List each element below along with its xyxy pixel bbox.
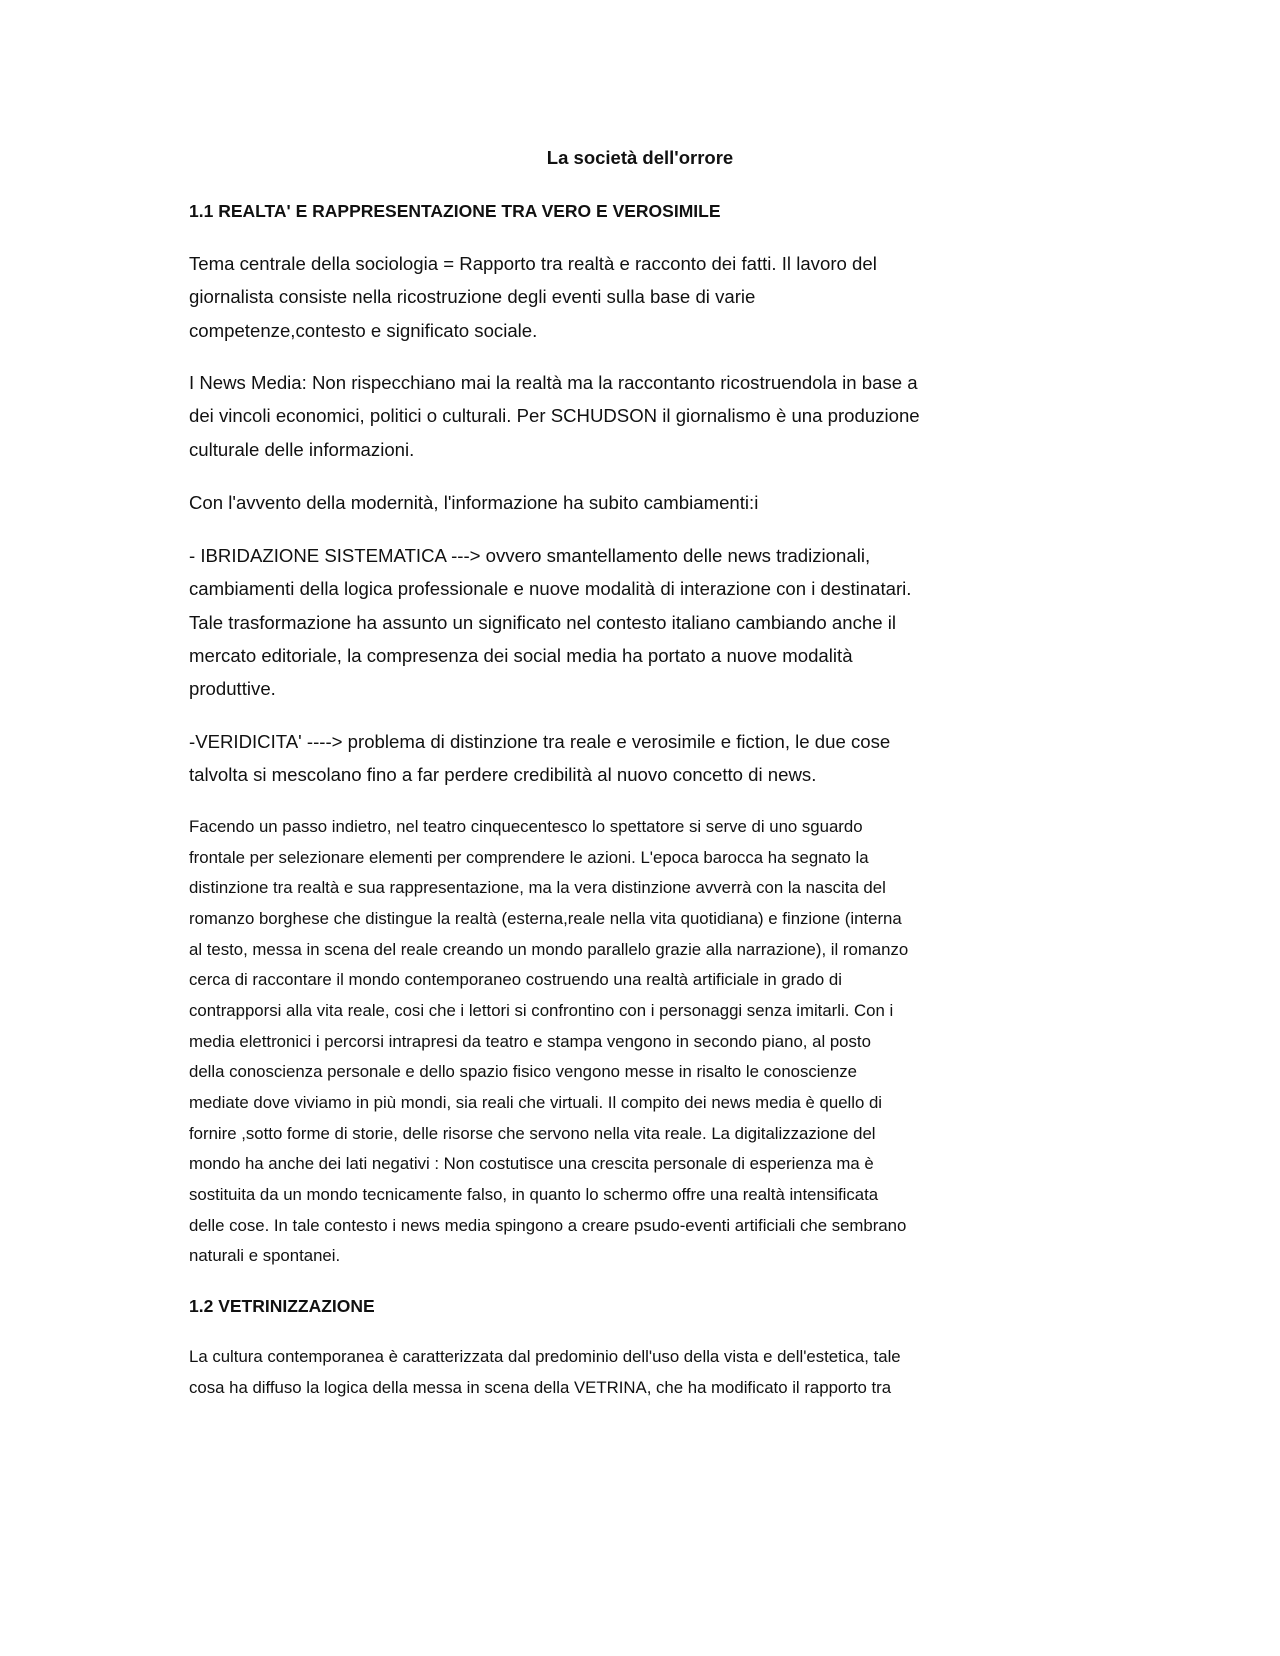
paragraph bbox=[189, 486, 1089, 519]
paragraph bbox=[189, 1342, 1089, 1403]
text-line: sostituita da un mondo tecnicamente falso, in quanto lo schermo offre una realtà intensificata bbox=[189, 1184, 879, 1204]
text-line: competenze,contesto e significato sociale. bbox=[189, 319, 538, 341]
text-line: naturali e spontanei. bbox=[189, 1246, 341, 1266]
section-heading-1-1: 1.1 REALTA' E RAPPRESENTAZIONE TRA VERO E VEROSIMILE bbox=[189, 201, 721, 221]
text-line: della conoscienza personale e dello spazio fisico vengono messe in risalto le conoscienze bbox=[189, 1062, 857, 1082]
text-line: - IBRIDAZIONE SISTEMATICA ---> ovvero smantellamento delle news tradizionali, bbox=[189, 545, 871, 566]
text-line: dei vincoli economici, politici o culturali. Per SCHUDSON il giornalismo è una produzione bbox=[189, 405, 920, 427]
text-line: cosa ha diffuso la logica della messa in scena della VETRINA, che ha modificato il rapporto tra bbox=[189, 1377, 892, 1397]
text-line: frontale per selezionare elementi per comprendere le azioni. L'epoca barocca ha segnato la bbox=[189, 847, 869, 867]
paragraph bbox=[189, 247, 1089, 347]
document-title: La società dell'orrore bbox=[546, 147, 734, 168]
text-line: La cultura contemporanea è caratterizzata dal predominio dell'uso della vista e dell'estetica, tale bbox=[189, 1347, 901, 1366]
text-line: Tema centrale della sociologia = Rapporto tra realtà e racconto dei fatti. Il lavoro del bbox=[189, 253, 877, 274]
paragraph bbox=[189, 725, 1089, 792]
text-line: contrapporsi alla vita reale, cosi che i lettori si confrontino con i personaggi senza imitarli. Con i bbox=[189, 1000, 894, 1020]
text-line: fornire ,sotto forme di storie, delle risorse che servono nella vita reale. La digitalizzazione del bbox=[189, 1123, 876, 1143]
text-line: I News Media: Non rispecchiano mai la realtà ma la raccontanto ricostruendola in base a bbox=[189, 372, 918, 393]
text-line: Tale trasformazione ha assunto un significato nel contesto italiano cambiando anche il bbox=[189, 611, 896, 633]
text-line: Con l'avvento della modernità, l'informazione ha subito cambiamenti:i bbox=[189, 492, 759, 513]
text-line: mediate dove viviamo in più mondi, sia reali che virtuali. Il compito dei news media è quello di bbox=[189, 1092, 883, 1112]
section-heading-1-2: 1.2 VETRINIZZAZIONE bbox=[189, 1296, 375, 1316]
text-line: cerca di raccontare il mondo contemporaneo costruendo una realtà artificiale in grado di bbox=[189, 970, 842, 990]
text-line: cambiamenti della logica professionale e nuove modalità di interazione con i destinatari. bbox=[189, 578, 912, 600]
text-line: distinzione tra realtà e sua rappresentazione, ma la vera distinzione avverrà con la nascita del bbox=[189, 878, 886, 898]
text-line: media elettronici i percorsi intrapresi da teatro e stampa vengono in secondo piano, al posto bbox=[189, 1031, 871, 1051]
text-line: mondo ha anche dei lati negativi : Non costutisce una crescita personale di esperienza ma è bbox=[189, 1154, 874, 1174]
text-line: al testo, messa in scena del reale creando un mondo parallelo grazie alla narrazione), il romanzo bbox=[189, 939, 909, 959]
text-line: Facendo un passo indietro, nel teatro cinquecentesco lo spettatore si serve di uno sguardo bbox=[189, 817, 863, 836]
text-line: mercato editoriale, la compresenza dei social media ha portato a nuove modalità bbox=[189, 644, 853, 666]
text-line: -VERIDICITA' ----> problema di distinzione tra reale e verosimile e fiction, le due cose bbox=[189, 731, 891, 752]
paragraph bbox=[189, 812, 1089, 1272]
text-line: culturale delle informazioni. bbox=[189, 438, 415, 460]
text-line: romanzo borghese che distingue la realtà (esterna,reale nella vita quotidiana) e finzione (interna bbox=[189, 908, 902, 928]
paragraph bbox=[189, 539, 1089, 705]
text-line: delle cose. In tale contesto i news media spingono a creare psudo-eventi artificiali che sembrano bbox=[189, 1215, 907, 1235]
text-line: produttive. bbox=[189, 678, 276, 700]
paragraph bbox=[189, 366, 1089, 466]
text-line: giornalista consiste nella ricostruzione degli eventi sulla base di varie bbox=[189, 286, 756, 308]
text-line: talvolta si mescolano fino a far perdere credibilità al nuovo concetto di news. bbox=[189, 764, 817, 786]
